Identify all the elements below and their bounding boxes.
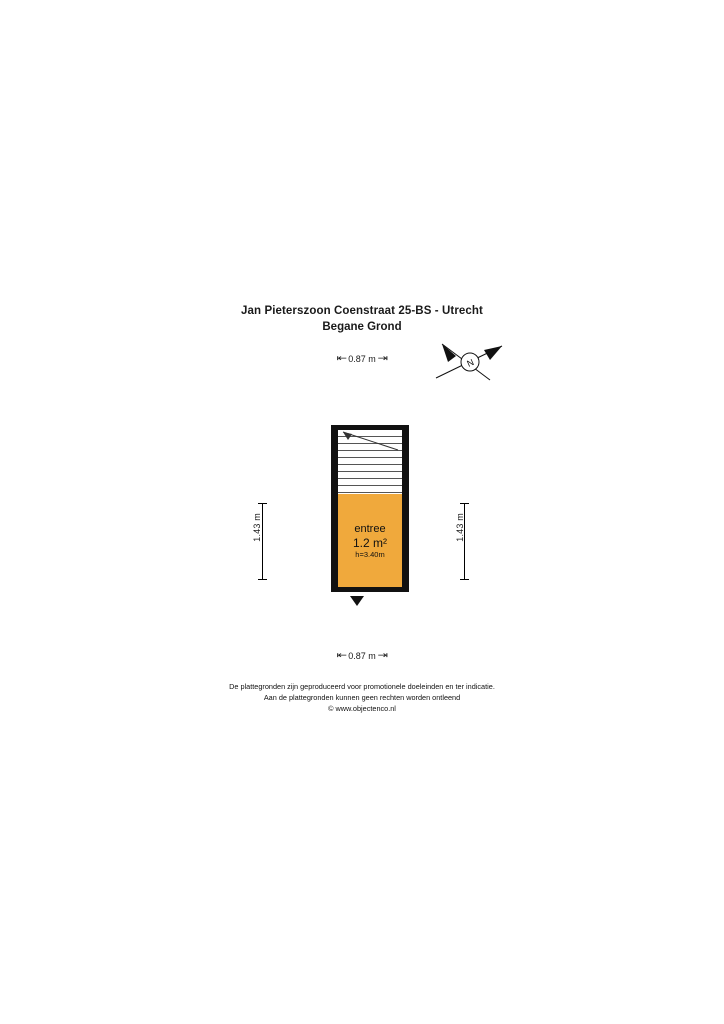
wall-right: [402, 425, 409, 592]
dimension-bottom-arrow-left: ⇤: [336, 650, 347, 660]
dimension-arrow-right: ⇥: [377, 353, 388, 363]
page-title: [0, 304, 724, 336]
dimension-right-tick-top: [460, 503, 469, 504]
dimension-right-value: 1.43 m: [455, 513, 465, 542]
footer-copyright: © www.objectenco.nl: [328, 704, 396, 713]
dimension-bottom: [0, 651, 724, 662]
entrance-door-marker: [350, 596, 364, 606]
wall-left: [331, 425, 338, 592]
dimension-bottom-value: 0.87 m: [348, 651, 376, 661]
floorplan-drawing: [331, 425, 409, 592]
dimension-left-line: [262, 503, 263, 579]
dimension-arrow-left: ⇤: [336, 353, 347, 363]
title-address: Jan Pieterszoon Coenstraat 25-BS - Utrecht: [241, 305, 483, 317]
dimension-left-tick-top: [258, 503, 267, 504]
svg-text:N: N: [465, 357, 476, 369]
wall-top: [331, 425, 409, 430]
room-height: h=3.40m: [355, 550, 385, 560]
footer-disclaimer: [0, 681, 724, 714]
dimension-bottom-arrow-right: ⇥: [377, 650, 388, 660]
dimension-top: [0, 354, 724, 365]
dimension-left-value: 1.43 m: [252, 513, 262, 542]
footer-line-2: Aan de plattegronden kunnen geen rechten worden ontleend: [263, 693, 461, 702]
wall-bottom: [331, 587, 409, 592]
dimension-right-tick-bottom: [460, 579, 469, 580]
dimension-left-tick-bottom: [258, 579, 267, 580]
room-area: 1.2 m²: [352, 535, 387, 550]
dimension-top-value: 0.87 m: [348, 354, 376, 364]
room-name: entree: [354, 523, 386, 535]
title-floor: Begane Grond: [322, 321, 402, 333]
footer-line-1: De plattegronden zijn geproduceerd voor promotionele doeleinden en ter indicatie.: [229, 682, 495, 691]
staircase-direction-arrow: [338, 430, 402, 494]
room-label-entree: [331, 524, 409, 559]
